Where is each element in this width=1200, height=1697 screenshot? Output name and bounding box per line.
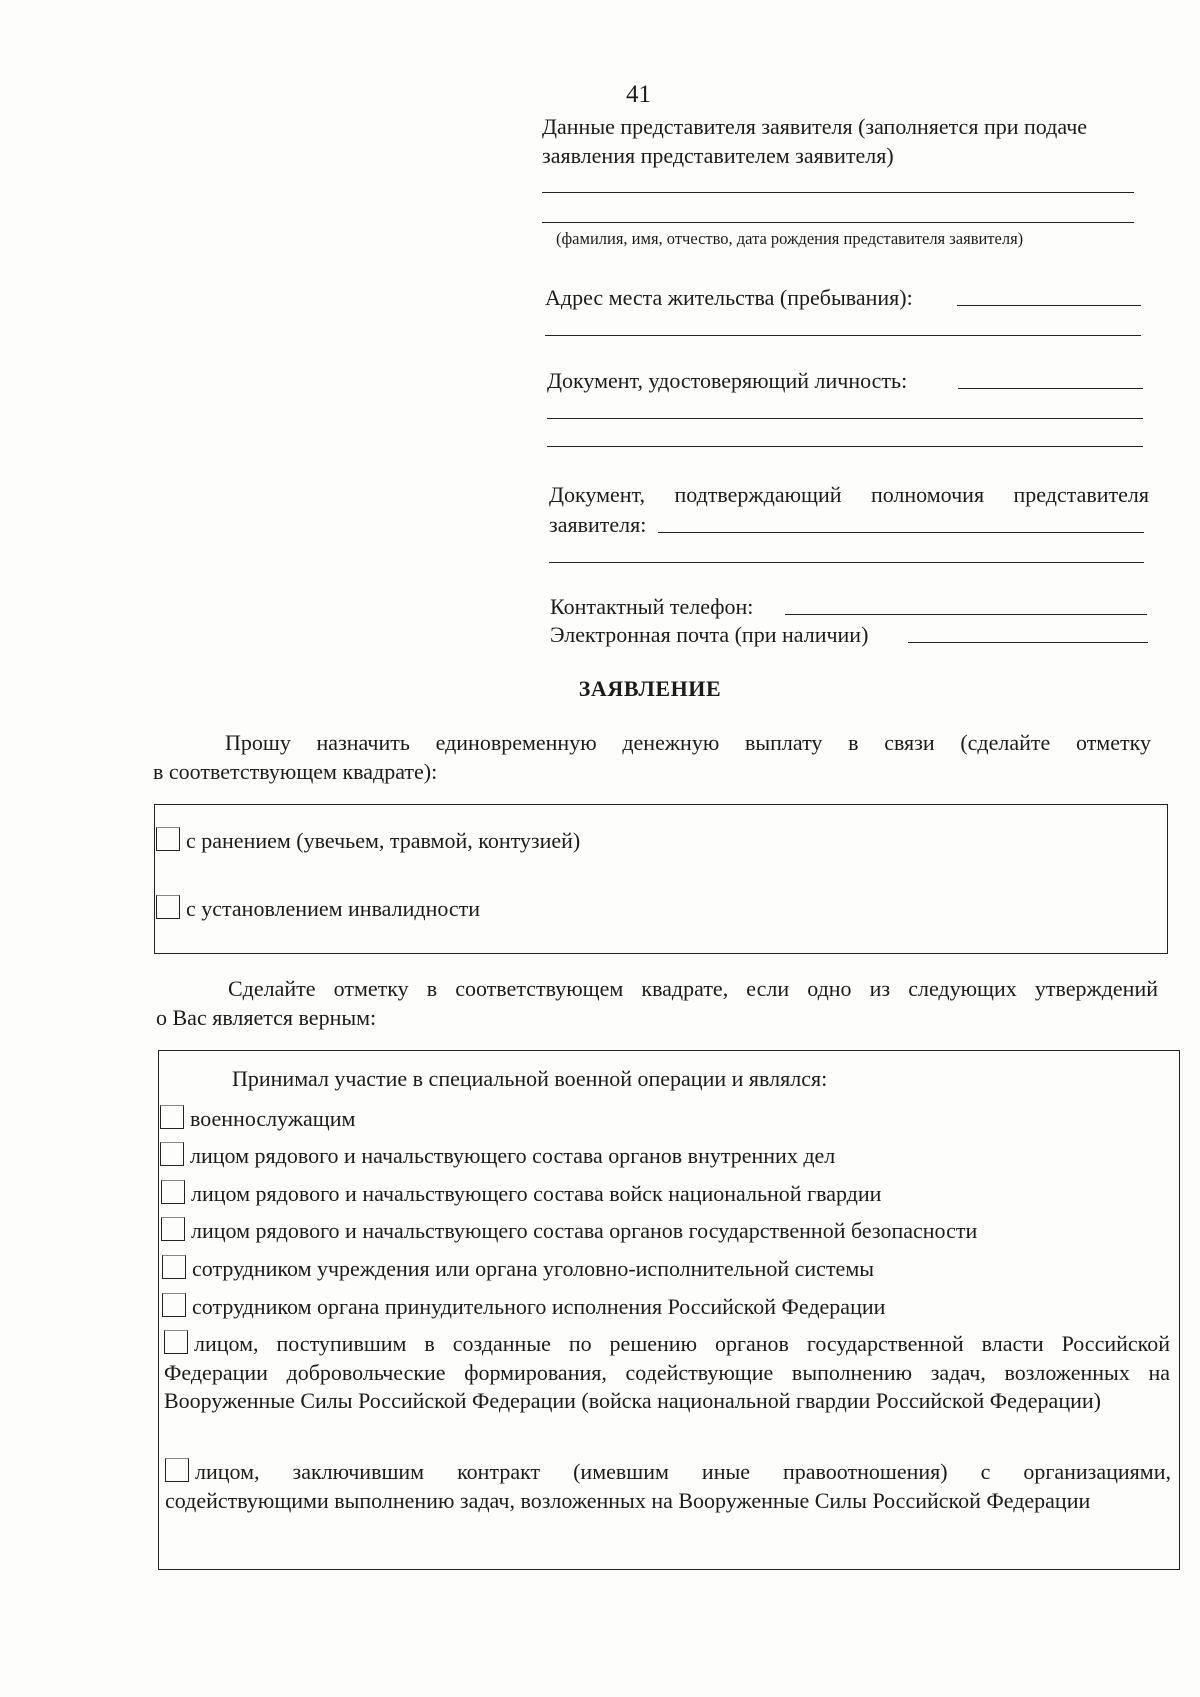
- option-penal-system-label: сотрудником учреждения или органа уголовно-исполнительной системы: [192, 1256, 875, 1281]
- option-enforcement-label: сотрудником органа принудительного исполнения Российской Федерации: [192, 1294, 886, 1319]
- option-internal-affairs[interactable]: [160, 1141, 835, 1170]
- address-label: Адрес места жительства (пребывания):: [545, 285, 913, 310]
- option-volunteer-checkbox[interactable]: [164, 1330, 188, 1354]
- option-disability[interactable]: [156, 894, 480, 923]
- representative-heading: Данные представителя заявителя (заполняется при подаче заявления представителем заявителя): [542, 114, 1088, 169]
- name-caption: (фамилия, имя, отчество, дата рождения представителя заявителя): [556, 229, 1024, 248]
- phone-line[interactable]: [785, 614, 1147, 615]
- statement-paragraph: [156, 974, 1158, 1032]
- option-national-guard-checkbox[interactable]: [161, 1180, 185, 1204]
- option-serviceman-checkbox[interactable]: [160, 1105, 184, 1129]
- option-disability-checkbox[interactable]: [156, 895, 180, 919]
- option-serviceman-label: военнослужащим: [190, 1106, 356, 1131]
- request-line-1: Прошу назначить единовременную денежную выплату в связи (сделайте отметку: [225, 730, 1151, 755]
- name-line-1[interactable]: [542, 192, 1134, 193]
- statement-line-1: Сделайте отметку в соответствующем квадрате, если одно из следующих утверждений: [228, 976, 1158, 1001]
- identity-doc-line-3[interactable]: [547, 446, 1143, 447]
- request-line-2: в соответствующем квадрате):: [153, 759, 438, 785]
- authority-doc-label: Документ, подтверждающий полномочия представителя: [549, 482, 1149, 507]
- option-injury-checkbox[interactable]: [156, 827, 180, 851]
- option-internal-affairs-label: лицом рядового и начальствующего состава органов внутренних дел: [190, 1143, 836, 1168]
- name-line-2[interactable]: [542, 222, 1134, 223]
- option-enforcement-checkbox[interactable]: [162, 1293, 186, 1317]
- option-volunteer-label-rest: Федерации добровольческие формирования, содействующие выполнению задач, возложенных на Вооруженные Силы Российской Федерации (войска национальной гвардии Российской Федерации): [164, 1359, 1170, 1414]
- participation-title: Принимал участие в специальной военной операции и являлся:: [232, 1066, 828, 1091]
- authority-doc-line-1[interactable]: [658, 532, 1144, 533]
- option-national-guard[interactable]: [161, 1179, 881, 1208]
- page-number: 41: [626, 81, 651, 108]
- option-injury-label: с ранением (увечьем, травмой, контузией): [186, 828, 581, 853]
- option-contract-label-rest: содействующими выполнению задач, возложенных на Вооруженные Силы Российской Федерации: [165, 1487, 1091, 1513]
- option-state-security-label: лицом рядового и начальствующего состава органов государственной безопасности: [191, 1218, 978, 1243]
- option-penal-system-checkbox[interactable]: [162, 1255, 186, 1279]
- option-contract-label-first: лицом, заключившим контракт (имевшим иные правоотношения) с организациями,: [195, 1459, 1171, 1484]
- option-state-security-checkbox[interactable]: [161, 1217, 185, 1241]
- option-contract-checkbox[interactable]: [165, 1458, 189, 1482]
- email-line[interactable]: [908, 642, 1148, 643]
- option-enforcement[interactable]: [162, 1292, 885, 1321]
- email-label: Электронная почта (при наличии): [550, 622, 869, 647]
- option-national-guard-label: лицом рядового и начальствующего состава войск национальной гвардии: [191, 1181, 882, 1206]
- statement-line-2: о Вас является верным:: [156, 1005, 377, 1031]
- option-serviceman[interactable]: [160, 1104, 355, 1133]
- option-disability-label: с установлением инвалидности: [186, 896, 481, 921]
- identity-doc-line-2[interactable]: [547, 418, 1143, 419]
- authority-doc-line-2[interactable]: [549, 562, 1144, 563]
- identity-doc-line-1[interactable]: [958, 388, 1143, 389]
- option-volunteer[interactable]: [164, 1330, 1170, 1416]
- option-volunteer-label-first: лицом, поступившим в созданные по решению органов государственной власти Российской: [194, 1331, 1170, 1356]
- request-paragraph: [153, 728, 1151, 786]
- option-state-security[interactable]: [161, 1216, 977, 1245]
- option-penal-system[interactable]: [162, 1254, 874, 1283]
- option-internal-affairs-checkbox[interactable]: [160, 1142, 184, 1166]
- option-injury[interactable]: [156, 826, 580, 855]
- application-title: ЗАЯВЛЕНИЕ: [578, 676, 722, 701]
- address-line-2[interactable]: [545, 335, 1141, 336]
- address-line-1[interactable]: [957, 305, 1141, 306]
- authority-doc-label-cont: заявителя:: [549, 512, 647, 537]
- phone-label: Контактный телефон:: [550, 594, 754, 619]
- identity-doc-label: Документ, удостоверяющий личность:: [547, 368, 908, 393]
- option-contract[interactable]: [165, 1458, 1171, 1515]
